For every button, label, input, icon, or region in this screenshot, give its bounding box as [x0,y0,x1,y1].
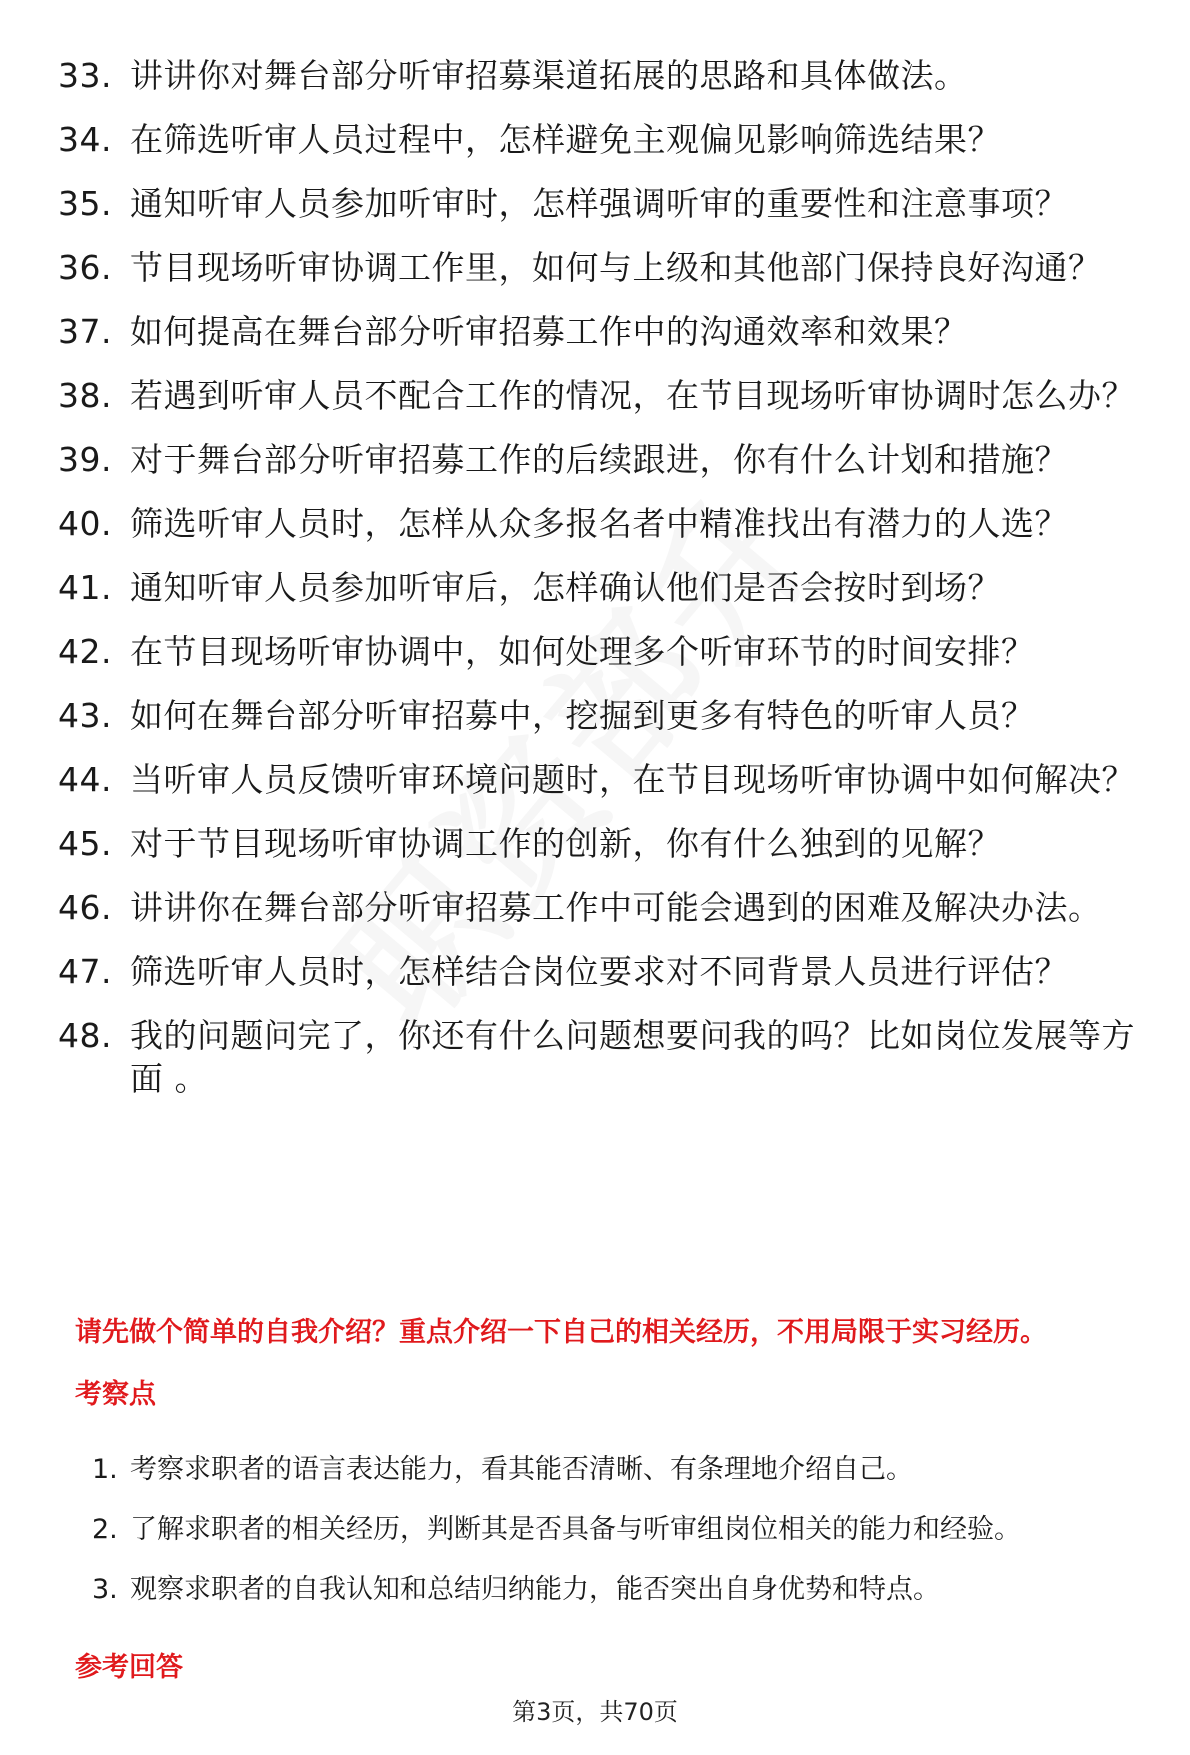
check-points-label: 考察点 [75,1379,156,1410]
question-number: 42. [58,632,112,671]
question-text: 如何提高在舞台部分听审招募工作中的沟通效率和效果？ [130,312,968,351]
question-list [58,54,1148,1121]
question-item [58,182,1148,225]
question-number: 38. [58,376,112,415]
question-number: 46. [58,888,112,927]
question-text: 筛选听审人员时，怎样从众多报名者中精准找出有潜力的人选？ [130,504,1068,543]
question-text: 若遇到听审人员不配合工作的情况，在节目现场听审协调时怎么办？ [130,376,1135,415]
question-item [58,566,1148,609]
question-item [58,246,1148,289]
question-number: 33. [58,56,112,95]
question-text: 通知听审人员参加听审后，怎样确认他们是否会按时到场？ [130,568,1001,607]
question-text: 通知听审人员参加听审时，怎样强调听审的重要性和注意事项？ [130,184,1068,223]
reference-answer-label: 参考回答 [75,1652,183,1683]
question-number: 43. [58,696,112,735]
check-point-number: 2. [92,1514,118,1545]
question-item [58,694,1148,737]
check-point-item [92,1572,1132,1608]
question-number: 47. [58,952,112,991]
question-number: 40. [58,504,112,543]
check-point-number: 1. [92,1454,118,1485]
section-heading: 请先做个简单的自我介绍？重点介绍一下自己的相关经历，不用局限于实习经历。 [75,1317,1047,1348]
question-number: 41. [58,568,112,607]
check-point-item [92,1512,1132,1548]
question-text: 我的问题问完了，你还有什么问题想要问我的吗？比如岗位发展等方面 。 [130,1016,1135,1098]
question-number: 34. [58,120,112,159]
check-point-text: 了解求职者的相关经历，判断其是否具备与听审组岗位相关的能力和经验。 [130,1514,1021,1545]
question-text: 筛选听审人员时，怎样结合岗位要求对不同背景人员进行评估？ [130,952,1068,991]
page-footer: 第3页，共70页 [512,1698,678,1726]
check-point-text: 考察求职者的语言表达能力，看其能否清晰、有条理地介绍自己。 [130,1454,913,1485]
question-text: 在节目现场听审协调中，如何处理多个听审环节的时间安排？ [130,632,1035,671]
check-point-item [92,1452,1132,1488]
question-text: 节目现场听审协调工作里，如何与上级和其他部门保持良好沟通？ [130,248,1102,287]
question-text: 对于舞台部分听审招募工作的后续跟进，你有什么计划和措施？ [130,440,1068,479]
question-item [58,374,1148,417]
question-number: 44. [58,760,112,799]
question-item [58,1014,1148,1100]
question-text: 对于节目现场听审协调工作的创新，你有什么独到的见解？ [130,824,1001,863]
question-item [58,758,1148,801]
question-item [58,438,1148,481]
question-number: 45. [58,824,112,863]
question-item [58,502,1148,545]
question-item [58,630,1148,673]
question-text: 如何在舞台部分听审招募中，挖掘到更多有特色的听审人员？ [130,696,1035,735]
question-number: 35. [58,184,112,223]
question-text: 讲讲你在舞台部分听审招募工作中可能会遇到的困难及解决办法。 [130,888,1102,927]
question-text: 当听审人员反馈听审环境问题时，在节目现场听审协调中如何解决？ [130,760,1135,799]
question-item [58,886,1148,929]
check-points-list [92,1452,1132,1632]
question-item [58,118,1148,161]
question-number: 36. [58,248,112,287]
check-point-number: 3. [92,1574,118,1605]
question-number: 37. [58,312,112,351]
question-item [58,310,1148,353]
question-number: 48. [58,1016,112,1055]
question-text: 在筛选听审人员过程中，怎样避免主观偏见影响筛选结果？ [130,120,1001,159]
question-item [58,822,1148,865]
question-number: 39. [58,440,112,479]
question-text: 讲讲你对舞台部分听审招募渠道拓展的思路和具体做法。 [130,56,968,95]
question-item [58,950,1148,993]
question-item [58,54,1148,97]
check-point-text: 观察求职者的自我认知和总结归纳能力，能否突出自身优势和特点。 [130,1574,940,1605]
